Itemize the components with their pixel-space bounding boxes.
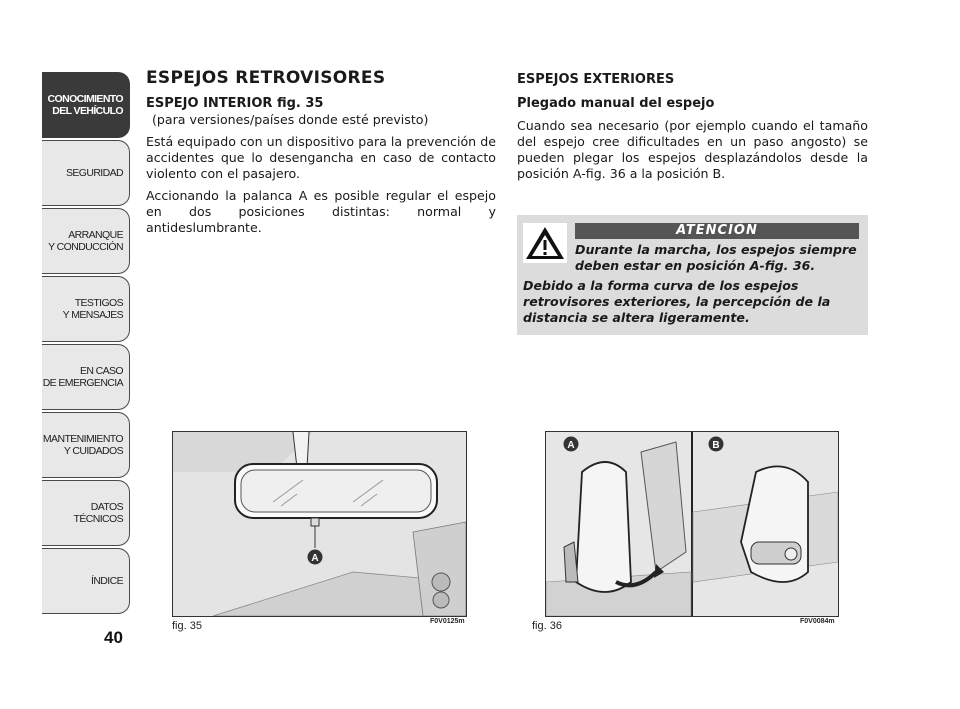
warning-text: Debido a la forma curva de los espejos retrovisores exteriores, la percepción de la distancia se altera ligeramente.: [523, 278, 831, 325]
exterior-mirror-illustration: [546, 432, 838, 616]
svg-text:A: A: [567, 440, 575, 451]
page-number: 40: [104, 628, 123, 647]
figure-code: F0V0084m: [800, 618, 835, 625]
subsection-title: ESPEJOS EXTERIORES: [517, 72, 675, 87]
tab-datos-tecnicos[interactable]: DATOS TÉCNICOS: [42, 480, 130, 546]
marker-a: [563, 436, 579, 452]
figure-code: F0V0125m: [430, 618, 465, 625]
paragraph: Accionando la palanca A es posible regular el espejo en dos posiciones distintas: normal y antideslumbrante.: [146, 188, 496, 235]
tab-indice[interactable]: ÍNDICE: [42, 548, 130, 614]
tab-conocimiento[interactable]: CONOCIMIENTO DEL VEHÍCULO: [42, 72, 130, 138]
figure-36: [545, 431, 839, 617]
tab-mantenimiento[interactable]: MANTENIMIENTO Y CUIDADOS: [42, 412, 130, 478]
left-column: [146, 70, 496, 242]
marker-b: [708, 436, 724, 452]
section-title: ESPEJOS RETROVISORES: [146, 68, 386, 88]
warning-triangle-icon: [523, 223, 567, 263]
subsection-title: Plegado manual del espejo: [517, 96, 715, 111]
right-column: [517, 72, 868, 188]
figure-caption: fig. 35: [172, 620, 202, 632]
svg-text:A: A: [311, 553, 319, 564]
svg-text:B: B: [712, 440, 720, 451]
figure-caption: fig. 36: [532, 620, 562, 632]
paragraph: Cuando sea necesario (por ejemplo cuando el tamaño del espejo cree dificultades en un paso angosto) se pueden plegar los espejos desplazándolos desde la posición A-fig. 36 a la posición B.: [517, 118, 868, 181]
marker-a: [307, 549, 323, 565]
tab-arranque[interactable]: ARRANQUE Y CONDUCCIÓN: [42, 208, 130, 274]
warning-box: [517, 215, 868, 335]
tab-seguridad[interactable]: SEGURIDAD: [42, 140, 130, 206]
tab-emergencia[interactable]: EN CASO DE EMERGENCIA: [42, 344, 130, 410]
rear-view-mirror-illustration: [173, 432, 466, 616]
warning-text: Durante la marcha, los espejos siempre deben estar en posición A-fig. 36.: [575, 242, 857, 273]
availability-note: (para versiones/países donde esté previsto): [152, 112, 429, 127]
figure-35: [172, 431, 467, 617]
tab-testigos[interactable]: TESTIGOS Y MENSAJES: [42, 276, 130, 342]
paragraph: Está equipado con un dispositivo para la prevención de accidentes que lo desengancha en caso de contacto violento con el pasajero.: [146, 134, 496, 181]
warning-label: ATENCIÓN: [575, 223, 859, 239]
subsection-title: ESPEJO INTERIOR fig. 35: [146, 96, 324, 111]
